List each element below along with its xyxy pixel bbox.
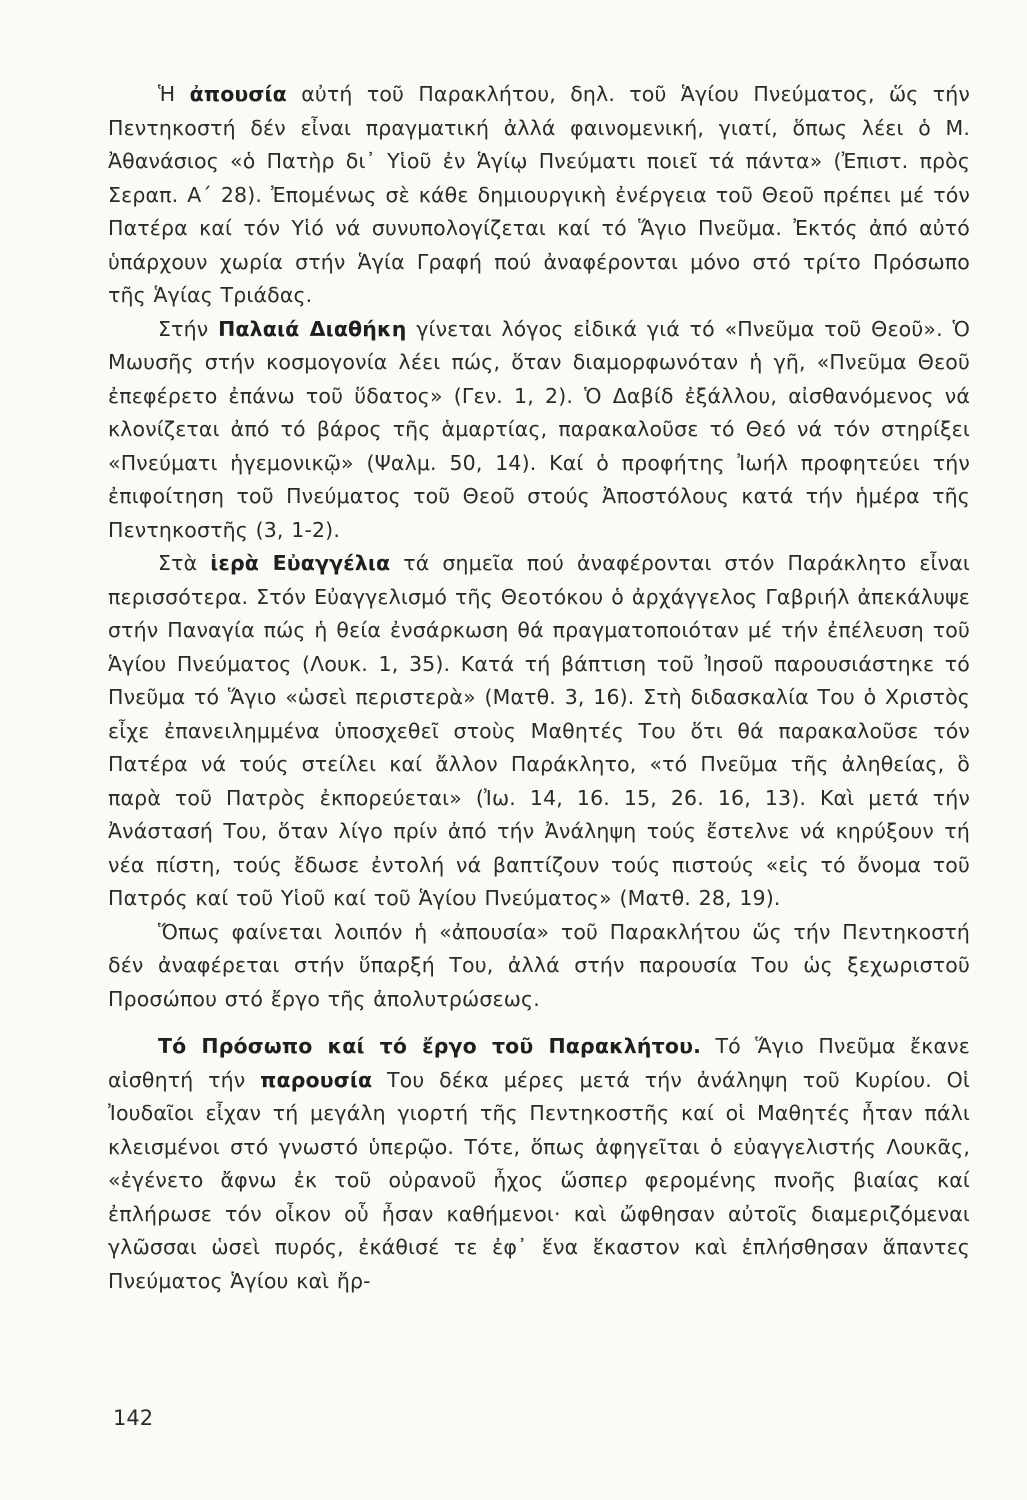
text-run: αὐτή τοῦ Παρακλήτου, δηλ. τοῦ Ἁγίου Πνεύματος, ὥς τήν Πεντηκοστή δέν εἶναι πραγματική ἀλλά φαινομενική, γιατί, ὅπως λέει ὁ Μ. Ἀθανάσιος «ὁ Πατὴρ δι᾽ Υἱοῦ ἐν Ἁγίῳ Πνεύματι ποιεῖ τά πάντα» (Ἐπιστ. πρὸς Σεραπ. Α΄ 28). Ἐπομένως σὲ κάθε δημιουργικὴ ἐνέργεια τοῦ Θεοῦ πρέπει μέ τόν Πατέρα καί τόν Υἱό νά συνυπολογίζεται καί τό Ἅγιο Πνεῦμα. Ἐκτός ἀπό αὐτό ὑπάρχουν χωρία στήν Ἁγία Γραφή πού ἀναφέρονται μόνο στό τρίτο Πρόσωπο τῆς Ἁγίας Τριάδας.	[108, 82, 970, 307]
text-run: Στήν	[158, 316, 219, 341]
text-run: Τό Ἅγιο Πνεῦμα ἔκανε αἰσθητή τήν	[108, 1034, 970, 1092]
page-body	[108, 78, 970, 1298]
paragraph-3	[108, 547, 970, 916]
text-run: Ἡ	[158, 82, 190, 106]
bold-term-parousia: παρουσία	[260, 1067, 373, 1092]
page-number: 142	[113, 1406, 154, 1430]
bold-term-gospels: ἱερὰ Εὐαγγέλια	[210, 551, 391, 575]
text-run: γίνεται λόγος εἰδικά γιά τό «Πνεῦμα τοῦ Θεοῦ». Ὁ Μωυσῆς στήν κοσμογονία λέει πώς, ὅταν διαμορφωνόταν ἡ γῆ, «Πνεῦμα Θεοῦ ἐπεφέρετο ἐπάνω τοῦ ὕδατος» (Γεν. 1, 2). Ὁ Δαβίδ ἐξάλλου, αἰσθανόμενος νά κλονίζεται ἀπό τό βάρος τῆς ἁμαρτίας, παρακαλοῦσε τό Θεό νά τόν στηρίξει «Πνεύματι ἡγεμονικῷ» (Ψαλμ. 50, 14). Καί ὁ προφήτης Ἰωήλ προφητεύει τήν ἐπιφοίτηση τοῦ Πνεύματος τοῦ Θεοῦ στούς Ἀποστόλους κατά τήν ἡμέρα τῆς Πεντηκοστῆς (3, 1-2).	[108, 316, 970, 542]
text-run: Ὅπως φαίνεται λοιπόν ἡ «ἀπουσία» τοῦ Παρακλήτου ὥς τήν Πεντηκοστή δέν ἀναφέρεται στήν ὕπαρξή Του, ἀλλά στήν παρουσία Του ὡς ξεχωριστοῦ Προσώπου στό ἔργο τῆς ἀπολυτρώσεως.	[108, 919, 970, 1011]
text-run: τά σημεῖα πού ἀναφέρονται στόν Παράκλητο εἶναι περισσότερα. Στόν Εὐαγγελισμό τῆς Θεοτόκου ὁ ἀρχάγγελος Γαβριήλ ἀπεκάλυψε στήν Παναγία πώς ἡ θεία ἐνσάρκωση θά πραγματοποιόταν μέ τήν ἐπέλευση τοῦ Ἁγίου Πνεύματος (Λουκ. 1, 35). Κατά τή βάπτιση τοῦ Ἰησοῦ παρουσιάστηκε τό Πνεῦμα τό Ἅγιο «ὡσεὶ περιστερὰ» (Ματθ. 3, 16). Στὴ διδασκαλία Του ὁ Χριστὸς εἶχε ἐπανειλημμένα ὑποσχεθεῖ στοὺς Μαθητές Του ὅτι θά παρακαλοῦσε τόν Πατέρα νά τούς στείλει καί ἄλλον Παράκλητο, «τό Πνεῦμα τῆς ἀληθείας, ὃ παρὰ τοῦ Πατρὸς ἐκπορεύεται» (Ἰω. 14, 16. 15, 26. 16, 13). Καὶ μετά τήν Ἀνάστασή Του, ὅταν λίγο πρίν ἀπό τήν Ἀνάληψη τούς ἔστελνε νά κηρύξουν τή νέα πίστη, τούς ἔδωσε ἐντολή νά βαπτίζουν τούς πιστούς «εἰς τό ὄνομα τοῦ Πατρός καί τοῦ Υἱοῦ καί τοῦ Ἁγίου Πνεύματος» (Ματθ. 28, 19).	[108, 551, 970, 910]
text-run: Του δέκα μέρες μετά τήν ἀνάληψη τοῦ Κυρίου. Οἱ Ἰουδαῖοι εἶχαν τή μεγάλη γιορτή τῆς Πεντηκοστῆς καί οἱ Μαθητές ἦταν πάλι κλεισμένοι στό γνωστό ὑπερῷο. Τότε, ὅπως ἀφηγεῖται ὁ εὐαγγελιστής Λουκᾶς, «ἐγένετο ἄφνω ἐκ τοῦ οὐρανοῦ ἦχος ὥσπερ φερομένης πνοῆς βιαίας καί ἐπλήρωσε τόν οἶκον οὗ ἦσαν καθήμενοι· καὶ ὤφθησαν αὐτοῖς διαμεριζόμεναι γλῶσσαι ὡσεὶ πυρός, ἐκάθισέ τε ἐφ᾽ ἕνα ἕκαστον καὶ ἐπλήσθησαν ἅπαντες Πνεύματος Ἁγίου καὶ ἤρ-	[108, 1067, 970, 1293]
paragraph-5	[108, 1030, 970, 1298]
text-run: Στὰ	[158, 551, 211, 575]
section-heading: Τό Πρόσωπο καί τό ἔργο τοῦ Παρακλήτου.	[158, 1034, 702, 1058]
paragraph-2	[108, 313, 970, 548]
paragraph-4	[108, 916, 970, 1017]
bold-term-apousia: ἀπουσία	[189, 82, 287, 106]
paragraph-1	[108, 78, 970, 313]
bold-term-old-testament: Παλαιά Διαθήκη	[218, 316, 407, 341]
